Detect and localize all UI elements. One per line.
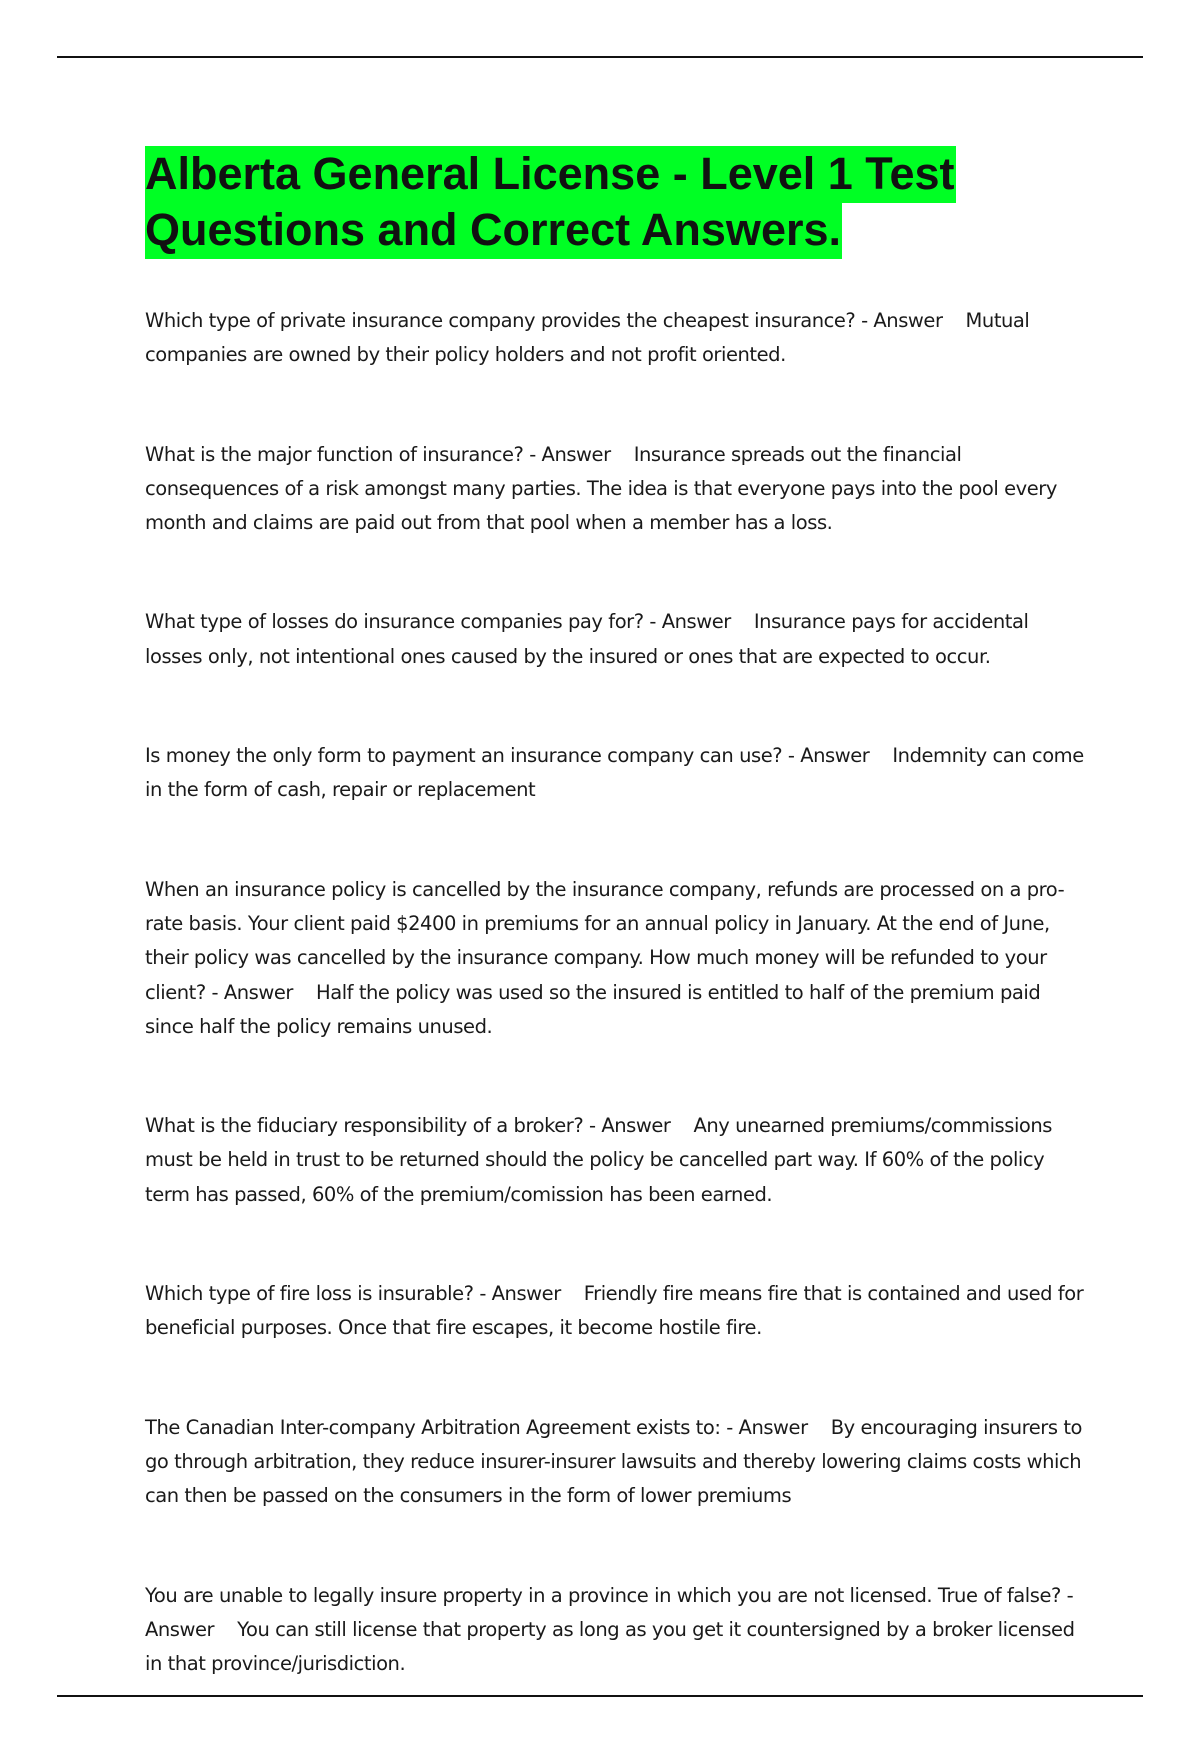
qa-item [145,1579,1090,1682]
question-text: What is the fiduciary responsibility of a broker? [145,1114,584,1138]
question-text: What is the major function of insurance? [145,442,524,466]
question-text: What type of losses do insurance companies pay for? [145,610,644,634]
top-rule [57,56,1143,58]
answer-label: - Answer [529,442,611,466]
qa-item [145,1411,1090,1514]
answer-label: - Answer [649,610,731,634]
answer-text: You can still license that property as long as you get it countersigned by a broker licensed in that province/jurisdiction. [145,1617,1075,1676]
answer-label: - Answer [479,1282,561,1306]
answer-text: Indemnity can come in the form of cash, repair or replacement [145,744,1084,802]
document-body [145,146,1090,1746]
qa-item [145,739,1090,808]
question-text: The Canadian Inter-company Arbitration Agreement exists to: [145,1415,721,1439]
bottom-rule [57,1695,1143,1697]
qa-item [145,1277,1090,1346]
qa-list [145,304,1090,1681]
answer-text: Any unearned premiums/commissions must be held in trust to be returned should the policy be cancelled part way. If 60% of the policy term has passed, 60% of the premium/comission has been earned. [145,1114,1053,1206]
question-text: You are unable to legally insure property in a province in which you are not licensed. True of false? [145,1583,1061,1607]
answer-text: Insurance pays for accidental losses only, not intentional ones caused by the insured or ones that are expected to occur. [145,610,1029,668]
answer-label: - Answer [145,1583,1074,1641]
qa-item [145,873,1090,1044]
answer-text: Half the policy was used so the insured is entitled to half of the premium paid since half the policy remains unused. [145,980,1041,1038]
question-text: When an insurance policy is cancelled by the insurance company, refunds are processed on a pro-rate basis. Your client paid $2400 in premiums for an annual policy in January. At the end of June, their policy was cancelled by the insurance company. How much money will be refunded to your client? [145,877,1065,1004]
answer-text: By encouraging insurers to go through arbitration, they reduce insurer-insurer lawsuits and thereby lowering claims costs which can then be passed on the consumers in the form of lower premiums [145,1415,1082,1508]
question-text: Is money the only form to payment an insurance company can use? [145,744,783,768]
answer-label: - Answer [211,980,293,1004]
question-text: Which type of fire loss is insurable? [145,1282,474,1306]
title-highlight: Alberta General License - Level 1 Test Questions and Correct Answers. [145,146,956,259]
answer-text: Friendly fire means fire that is contained and used for beneficial purposes. Once that fire escapes, it become hostile fire. [145,1282,1084,1340]
question-text: Which type of private insurance company provides the cheapest insurance? [145,309,856,332]
answer-label: - Answer [861,309,943,332]
answer-text: Insurance spreads out the financial consequences of a risk amongst many parties. The idea is that everyone pays into the pool every month and claims are paid out from that pool when a member has a loss. [145,442,1057,535]
qa-item [145,304,1090,373]
answer-text: Mutual companies are owned by their policy holders and not profit oriented. [145,309,1030,367]
answer-label: - Answer [588,1114,671,1138]
qa-item [145,1109,1090,1212]
qa-item [145,605,1090,674]
answer-label: - Answer [787,744,870,768]
answer-label: - Answer [726,1415,808,1439]
document-title [145,146,1090,258]
qa-item [145,438,1090,541]
